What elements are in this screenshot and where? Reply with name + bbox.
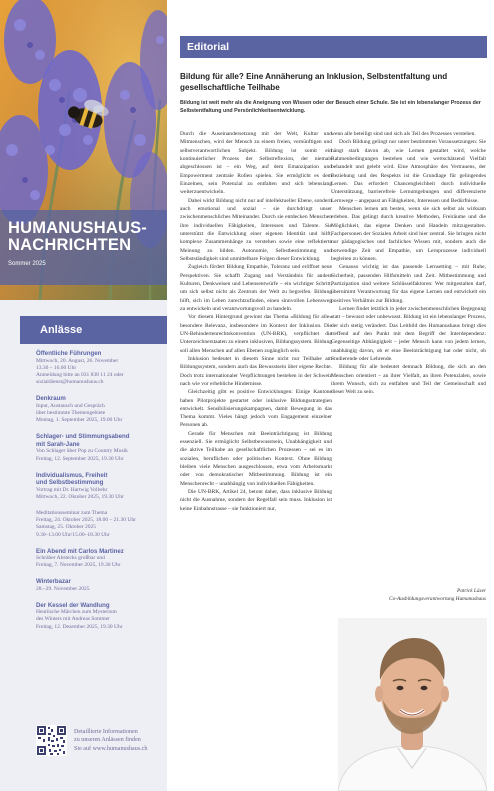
event-detail-line: Von Schlager über Pop zu Country Musik bbox=[36, 448, 128, 455]
event-detail-line: Freitag, 12. September 2025, 19.30 Uhr bbox=[36, 455, 124, 462]
article-paragraph: Vor diesem Hintergrund gewinnt das Thema «Bildung für alle» besondere Relevanz, insbesondere im Kontext der Inklusion. Die UN-Behindertenrechtskonvention (UN-BRK), verpflichtet die Unterzeichnerstaaten zu einem inklusiven, Bildungssystem. Bildung soll allen Menschen auf allen Ebenen zugänglich sein. bbox=[180, 314, 332, 354]
article-paragraph: Genauso wichtig ist das passende Lernsetting – mit Ruhe, Sicherheit, passenden Hilfsmitteln und Zeit. Mitbestimmung und Partizipation sind weitere Schlüsselfaktoren: Wer mitgestalten darf, übernimmt Verantwortung für das eigene Lernen und entwickelt ein positives Verhältnis zur Bildung. bbox=[331, 264, 486, 304]
event-detail-line: Mittwoch, 22. Oktober 2025, 19.30 Uhr bbox=[36, 494, 124, 501]
event-detail-line: Freitag, 24. Oktober 2025, 18.00 – 21.30 Uhr bbox=[36, 517, 136, 524]
event-detail-line: Heutiische Märchen zum Mysterium bbox=[36, 609, 117, 616]
article-paragraph: Durch die Auseinandersetzung mit der Welt, Kultur und Mitmenschen, wird der Mensch zu einem freien, vernünftigen und selbstverantwortlichen Subjekt. Bildung ist somit ein kontinuierlicher Prozess der Selbstreflexion, der niemals abgeschlossen ist – ein Weg, auf dem Emanzipation und Empowerment zentrale Rollen spielen. Sie ermöglicht es dem Einzelnen, sein Potenzial zu entfalten und sich lebenslang weiterzuentwickeln. bbox=[180, 131, 332, 196]
events-heading: Anlässe bbox=[20, 316, 167, 344]
event-title: mit Sarah-Jane bbox=[36, 440, 80, 448]
event-title: Denkraum bbox=[36, 395, 66, 403]
event-title: Winterbazar bbox=[36, 578, 71, 586]
article-paragraph: Dabei wirkt Bildung nicht nur auf intellektueller Ebene, sondern auch emotional und sozial – sie durchdringt unser zwischenmenschliches Miteinander. Durch sie entdecken Menschen ihre individuellen Fähigkeiten, Interessen und Talente. Sie unterstützt die Entwicklung einer eigenen Identität und hilft, komplexe Zusammenhänge zu verstehen sowie eine reflektierte Meinung zu bilden. Autonomie, Selbstbestimmung und Selbstständigkeit sind unmittelbare Folgen dieser Entwicklung. bbox=[180, 197, 332, 262]
event-title: und Selbstbestimmung bbox=[36, 479, 104, 487]
event-item bbox=[36, 395, 164, 424]
event-detail-line: 28.–29. November 2025 bbox=[36, 585, 90, 592]
event-detail-line: Mittwoch, 20. August, 26. November bbox=[36, 357, 119, 364]
author-portrait bbox=[338, 618, 487, 791]
event-item bbox=[36, 578, 164, 593]
article-paragraph: Doch Bildung gelingt nur unter bestimmten Voraussetzungen: Sie hängt stark davon ab, wie Lernen gestaltet wird, welche Rahmenbedingungen bestehen und wie wertschätzend Vielfalt behandelt und gelebt wird. Eine Atmosphäre des Vertrauens, der Beziehung und des Respekts ist die Grundlage für gelingendes Lernen. Das erfordert Chancengleichheit durch individuelle Unterstützung, barrierefreie Lernumgebungen und differenzierte Lernwege – angepasst an Fähigkeiten, Interessen und Bedürfnisse. bbox=[331, 139, 486, 204]
qr-code-icon[interactable] bbox=[36, 725, 67, 756]
event-title: Öffentliche Führungen bbox=[36, 350, 102, 357]
qr-info-line: Sie auf www.humanushaus.ch bbox=[74, 745, 148, 752]
article-paragraph: Bildung für alle bedeutet demnach Bildung, die sich an den Menschen orientiert – an ihrer Vielfalt, an ihren Potenzialen, sowie ihrem Wunsch, sich zu entfalten und Teil der Gemeinschaft und dieser Welt zu sein. bbox=[331, 364, 486, 396]
left-column bbox=[0, 0, 167, 791]
event-detail-line: Meditationsseminar zum Thema bbox=[36, 509, 108, 516]
qr-info-text bbox=[74, 728, 166, 753]
event-item bbox=[36, 350, 164, 387]
events-list bbox=[36, 350, 164, 640]
event-detail-line: Freitag, 12. Dezember 2025, 19.30 Uhr bbox=[36, 623, 123, 630]
article-column-left bbox=[180, 130, 332, 790]
event-detail-line: sozialdienst@humanushaus.ch bbox=[36, 379, 104, 386]
event-title: Individualismus, Freiheit bbox=[36, 471, 108, 479]
event-detail-line: 13.30 – 16.00 Uhr bbox=[36, 364, 77, 371]
event-detail-line: des Winters mit Andreas Sommer bbox=[36, 616, 110, 623]
event-detail-line: Anmeldung bitte an 031 838 11 24 oder bbox=[36, 372, 124, 379]
qr-info-block bbox=[36, 725, 164, 759]
event-item bbox=[36, 602, 164, 631]
author-name: Patrick Läser bbox=[457, 588, 486, 594]
author-portrait-illustration bbox=[338, 618, 487, 791]
events-panel bbox=[0, 300, 167, 791]
article-paragraph: Gerade für Menschen mit Beeinträchtigung ist Bildung essenziell. Sie ermöglicht Selbstbewusstsein, Unabhängigkeit und die aktive Teilhabe an gesellschaftlichen Prozessen – sei es im sozialen, beruflichen oder politischen Kontext. Ohne Bildung bleiben viele Menschen ausgeschlossen, etwa vom Arbeitsmarkt oder von demokratischer Mitbestimmung. Bildung ist ein Menschenrecht – unabhängig von individuellen Fähigkeiten. bbox=[180, 430, 332, 487]
article-paragraph: Gleichzeitig gibt es positive Entwicklungen: Einige Kantone haben Pilotprojekte gestartet oder inklusive Bildungsstrategien entwickelt. Sensibilisierungskampagnen, damit Bewegung in das Thema kommt. Vieles hängt jedoch vom Engagement einzelner Personen ab. bbox=[180, 389, 332, 429]
event-detail-line: Samstag, 25. Oktober 2025 bbox=[36, 524, 97, 531]
event-detail-line: Input, Austausch und Gespräch bbox=[36, 402, 105, 409]
article-paragraph: Zugleich fördert Bildung Empathie, Toleranz und eröffnet neue Perspektiven. Sie schafft Zugang und Verständnis für andere Kulturen, Denkweisen und Lebensentwürfe – ein wichtiger Schritt, um sich selbst nicht als Zentrum der Welt zu begreifen. Bildung hilft, sich im Leben zurechtzufinden, einen sinnvollen Lebensweg zu entwickeln und verantwortungsvoll zu handeln. bbox=[180, 264, 332, 312]
event-title: Ein Abend mit Carlos Martinez bbox=[36, 547, 124, 555]
event-detail-line: 9.30–13.00 Uhr/15.00–18.30 Uhr bbox=[36, 531, 110, 538]
event-item bbox=[36, 472, 164, 502]
event-title: Schlager- und Stimmungsabend bbox=[36, 433, 130, 441]
event-item bbox=[36, 548, 164, 570]
event-detail-line: Schräber Abstecks großbar und bbox=[36, 555, 105, 562]
event-title: Der Kessel der Wandlung bbox=[36, 601, 110, 609]
event-detail-line: Montag, 1. September 2025, 19.00 Uhr bbox=[36, 417, 123, 424]
qr-info-line: Detaillierte Informationen bbox=[74, 729, 138, 735]
article-paragraph: Die UN-BRK, Artikel 24, betont daher, dass inklusive Bildung nicht die Ausnahme, sondern der Regelfall sein muss. Inklusion ist keine Einbahnstrasse – sie funktioniert nur, bbox=[180, 489, 332, 512]
qr-info-line: zu unseren Anlässen finden bbox=[74, 737, 141, 744]
author-role: Co-Ausbildungsverantwortung Humanushaus bbox=[389, 595, 486, 602]
event-item bbox=[36, 510, 164, 539]
editorial-section-label: Editorial bbox=[180, 36, 487, 58]
author-signature bbox=[331, 588, 486, 603]
article-headline: Bildung für alle? Eine Annäherung an Inklusion, Selbstentfaltung und gesellschaftliche Teilhabe bbox=[180, 72, 448, 93]
article-lead: Bildung ist weit mehr als die Aneignung von Wissen oder der Besuch einer Schule. Sie ist ein lebenslanger Prozess der Selbstentfaltung und Persönlichkeitsentwicklung. bbox=[180, 100, 481, 115]
article-column-right bbox=[331, 130, 486, 600]
magazine-title-band bbox=[0, 210, 167, 285]
magazine-title bbox=[8, 220, 159, 254]
event-item bbox=[36, 433, 164, 463]
article-paragraph: Lernen findet letztlich in jeder zwischenmenschlichen Begegnung statt – bewusst oder unbewusst. Bildung ist ein lebenslanger Prozess, der sich stetig verändert. Das Leitbild des Humanushaus bringt dies treffend auf den Punkt mit dem Begriff der Interdependenz: Gegenseitige Abhängigkeit – jeder Mensch kann von jedem lernen, unabhängig davon, ob er eine Beeinträchtigung hat oder nicht, ob Studierende oder Lehrende. bbox=[331, 305, 486, 362]
event-detail-line: über bestimmte Themengebiete bbox=[36, 410, 106, 417]
event-detail-line: Freitag, 7. November 2025, 19.30 Uhr bbox=[36, 562, 121, 569]
magazine-title-line2: NACHRICHTEN bbox=[8, 236, 132, 254]
article-paragraph: wenn alle beteiligt sind und sich als Teil des Prozesses verstehen. bbox=[331, 131, 476, 137]
issue-label: Sommer 2025 bbox=[8, 261, 46, 267]
article-paragraph: Menschen lernen am besten, wenn sie sich selbst als wirksam erleben. Das gelingt durch kreative Methoden, Freiräume und die Möglichkeit, das eigene Denken und Handeln mitzugestalten. Fachpersonen der Sozialen Arbeit sind hier zentral. Sie bringen nicht nur pädagogisches und fachliches Wissen mit, sondern auch die notwendige Zeit und Empathie, um Lernprozesse individuell begleiten zu können. bbox=[331, 205, 486, 262]
event-detail-line: Vortrag mit Dr. Hartwig Volbehr bbox=[36, 486, 108, 493]
magazine-title-line1: HUMANUSHAUS- bbox=[8, 219, 147, 237]
article-paragraph: Inklusion bedeutet in diesem Sinne nicht nur Teilhabe am Bildungssystem, sondern auch das Bewusstsein über eigene Rechte. Doch trotz internationaler Verpflichtungen bestehen in der Schweiz nach wie vor erhebliche Hindernisse. bbox=[180, 355, 332, 387]
